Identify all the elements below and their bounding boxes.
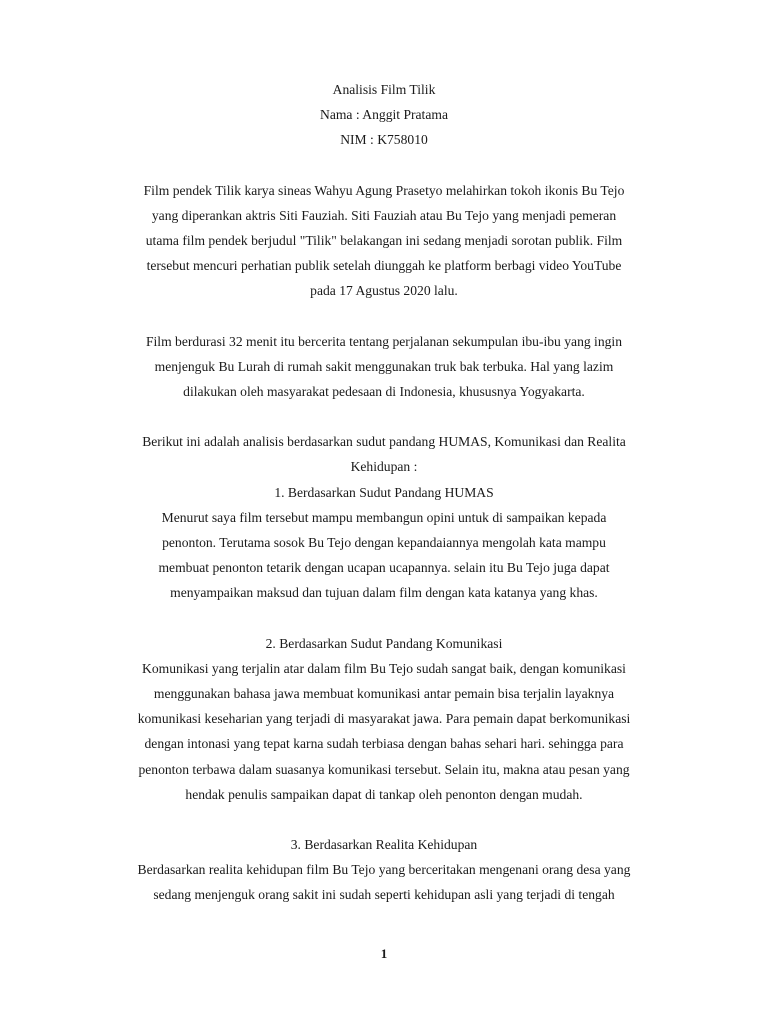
section-line: sedang menjenguk orang sakit ini sudah seperti kehidupan asli yang terjadi di tengah <box>153 887 615 903</box>
author-name: Nama : Anggit Pratama <box>320 107 448 123</box>
section-heading: 2. Berdasarkan Sudut Pandang Komunikasi <box>265 635 503 651</box>
spacer <box>110 606 658 631</box>
section-heading: 3. Berdasarkan Realita Kehidupan <box>290 837 478 853</box>
intro-line: Berikut ini adalah analisis berdasarkan sudut pandang HUMAS, Komunikasi dan Realita <box>142 434 626 450</box>
section-line: Komunikasi yang terjalin atar dalam film Bu Tejo sudah sangat baik, dengan komunikasi <box>142 660 626 676</box>
section-line: menggunakan bahasa jawa membuat komunikasi antar pemain bisa terjalin layaknya <box>153 686 615 702</box>
document-title: Analisis Film Tilik <box>332 82 436 97</box>
spacer <box>110 807 658 832</box>
paragraph-line: utama film pendek berjudul "Tilik" belakangan ini sedang menjadi sorotan publik. Film <box>145 233 623 249</box>
section-line: komunikasi keseharian yang terjadi di masyarakat jawa. Para pemain dapat berkomunikasi <box>137 711 631 727</box>
section-heading: 1. Berdasarkan Sudut Pandang HUMAS <box>274 484 494 500</box>
section-line: membuat penonton tetarik dengan ucapan ucapannya. selain itu Bu Tejo juga dapat <box>158 560 610 576</box>
section-line: menyampaikan maksud dan tujuan dalam film dengan kata katanya yang khas. <box>170 585 598 601</box>
paragraph-line: menjenguk Bu Lurah di rumah sakit menggunakan truk bak terbuka. Hal yang lazim <box>154 358 614 374</box>
paragraph-line: tersebut mencuri perhatian publik setelah diunggah ke platform berbagi video YouTube <box>146 258 622 274</box>
document-body <box>110 77 658 908</box>
spacer <box>110 404 658 429</box>
paragraph-line: dilakukan oleh masyarakat pedesaan di Indonesia, khususnya Yogyakarta. <box>183 384 585 400</box>
spacer <box>110 153 658 178</box>
section-line: dengan intonasi yang tepat karna sudah terbiasa dengan bahas sehari hari. sehingga para <box>144 736 624 752</box>
spacer <box>110 304 658 329</box>
author-nim: NIM : K758010 <box>340 132 428 148</box>
paragraph-line: Film pendek Tilik karya sineas Wahyu Agung Prasetyo melahirkan tokoh ikonis Bu Tejo <box>143 182 625 198</box>
section-line: penonton terbawa dalam suasanya komunikasi tersebut. Selain itu, makna atau pesan yang <box>138 761 630 777</box>
section-line: hendak penulis sampaikan dapat di tankap oleh penonton dengan mudah. <box>185 786 583 802</box>
section-line: Berdasarkan realita kehidupan film Bu Tejo yang berceritakan mengenani orang desa yang <box>137 862 631 878</box>
intro-line: Kehidupan : <box>350 459 418 475</box>
section-line: penonton. Terutama sosok Bu Tejo dengan kepandaiannya mengolah kata mampu <box>162 535 606 551</box>
paragraph-line: yang diperankan aktris Siti Fauziah. Siti Fauziah atau Bu Tejo yang menjadi pemeran <box>151 207 617 223</box>
paragraph-line: pada 17 Agustus 2020 lalu. <box>310 283 458 299</box>
page-number: 1 <box>380 946 388 961</box>
section-line: Menurut saya film tersebut mampu membangun opini untuk di sampaikan kepada <box>161 509 607 525</box>
paragraph-line: Film berdurasi 32 menit itu bercerita tentang perjalanan sekumpulan ibu-ibu yang ingin <box>145 333 623 349</box>
